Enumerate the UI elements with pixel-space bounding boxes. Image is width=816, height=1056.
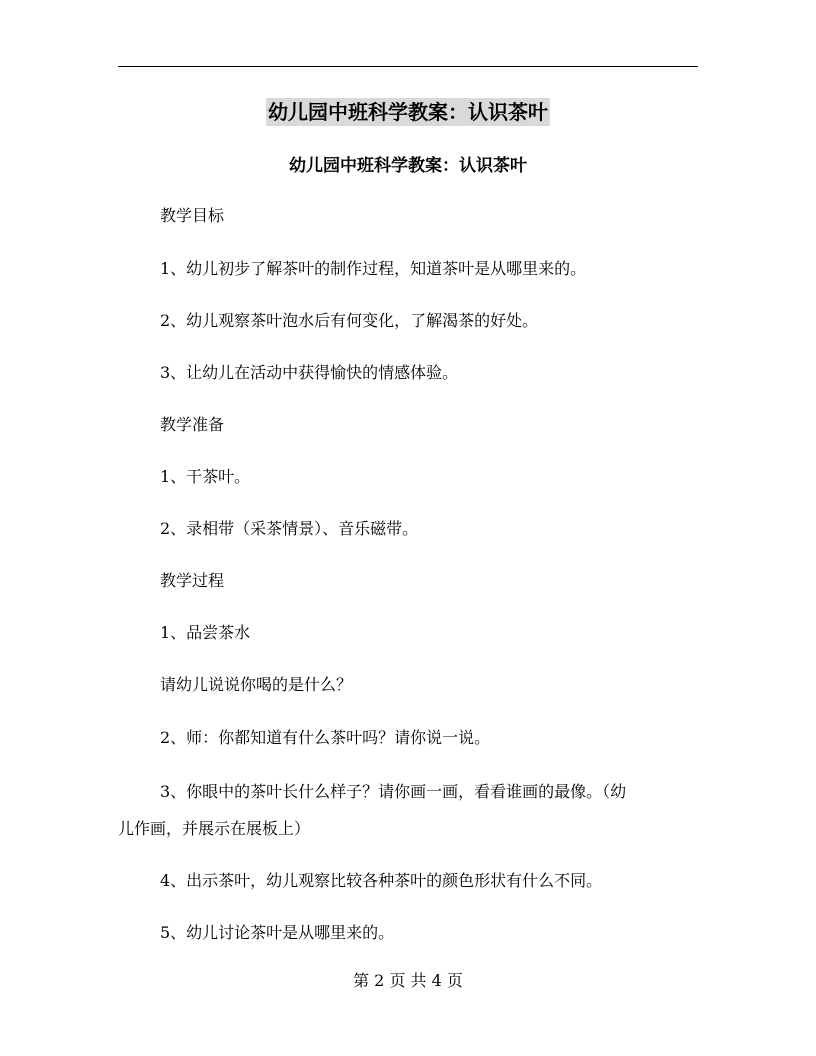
section-heading-preparation: 教学准备: [160, 415, 225, 434]
paragraph: 4、出示茶叶，幼儿观察比较各种茶叶的颜色形状有什么不同。: [160, 871, 603, 890]
document-title-text: 幼儿园中班科学教案：认识茶叶: [268, 100, 548, 124]
paragraph: 1、品尝茶水: [160, 623, 251, 642]
paragraph: 5、幼儿讨论茶叶是从哪里来的。: [160, 923, 395, 942]
header-rule: [118, 66, 698, 67]
section-heading-goals: 教学目标: [160, 206, 225, 225]
paragraph: 2、师：你都知道有什么茶叶吗？请你说一说。: [160, 728, 491, 747]
paragraph: 请幼儿说说你喝的是什么？: [160, 675, 353, 694]
document-title: [0, 96, 816, 125]
paragraph: 1、干茶叶。: [160, 467, 251, 486]
paragraph-continuation: 儿作画，并展示在展板上）: [118, 819, 311, 838]
paragraph: 2、录相带（采茶情景）、音乐磁带。: [160, 519, 419, 538]
document-subtitle: 幼儿园中班科学教案：认识茶叶: [289, 156, 527, 176]
section-heading-process: 教学过程: [160, 571, 225, 590]
page-number: 第 2 页 共 4 页: [353, 971, 463, 990]
paragraph: 3、让幼儿在活动中获得愉快的情感体验。: [160, 363, 459, 382]
paragraph: 1、幼儿初步了解茶叶的制作过程，知道茶叶是从哪里来的。: [160, 259, 587, 278]
paragraph: 3、你眼中的茶叶长什么样子？请你画一画，看看谁画的最像。（幼: [160, 782, 627, 801]
paragraph: 2、幼儿观察茶叶泡水后有何变化，了解渴茶的好处。: [160, 311, 539, 330]
page-footer: [0, 968, 816, 991]
